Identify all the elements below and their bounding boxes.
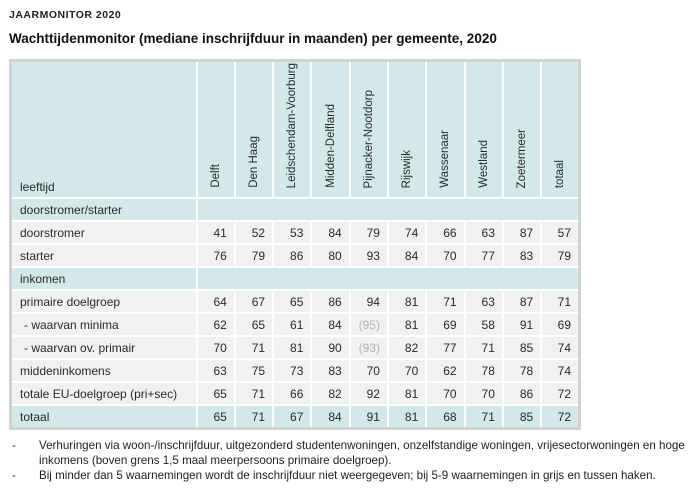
cell-value: 57	[541, 221, 579, 244]
cell-value: 62	[426, 359, 464, 382]
cell-value: 67	[273, 405, 311, 429]
column-header	[350, 61, 388, 199]
cell-value: 65	[197, 382, 235, 405]
cell-value: 82	[311, 382, 349, 405]
header-row	[11, 61, 580, 199]
column-header-label: Rijswijk	[401, 149, 414, 188]
cell-value: 74	[388, 221, 426, 244]
cell-value: 63	[465, 221, 503, 244]
data-row	[11, 244, 580, 267]
cell-value: 78	[503, 359, 541, 382]
data-row	[11, 313, 580, 336]
data-row	[11, 382, 580, 405]
cell-value: 91	[350, 405, 388, 429]
cell-value: 71	[465, 336, 503, 359]
cell-value: (95)	[350, 313, 388, 336]
cell-value: (93)	[350, 336, 388, 359]
cell-value: 82	[388, 336, 426, 359]
cell-value: 69	[426, 313, 464, 336]
footnote-item	[10, 438, 686, 468]
cell-value: 70	[426, 244, 464, 267]
cell-value: 80	[311, 244, 349, 267]
cell-value: 72	[541, 382, 579, 405]
cell-value: 94	[350, 290, 388, 313]
column-header-label: Midden-Delfland	[324, 104, 337, 188]
column-header-label: Westland	[477, 140, 490, 188]
footnote-item	[10, 468, 686, 483]
cell-value: 77	[465, 244, 503, 267]
cell-value: 79	[350, 221, 388, 244]
column-header-label: Pijnacker-Nootdorp	[362, 89, 375, 188]
wait-times-table	[9, 59, 581, 430]
column-header	[426, 61, 464, 199]
column-header	[388, 61, 426, 199]
cell-value: 70	[350, 359, 388, 382]
cell-value: 85	[503, 405, 541, 429]
cell-value: 71	[235, 336, 273, 359]
cell-value: 83	[311, 359, 349, 382]
cell-value: 83	[503, 244, 541, 267]
row-label: starter	[11, 244, 197, 267]
cell-value: 52	[235, 221, 273, 244]
cell-value: 61	[273, 313, 311, 336]
corner-header: leeftijd	[11, 61, 197, 199]
section-fill	[197, 267, 580, 290]
cell-value: 70	[197, 336, 235, 359]
cell-value: 71	[426, 290, 464, 313]
section-row	[11, 198, 580, 221]
cell-value: 79	[541, 244, 579, 267]
cell-value: 84	[388, 244, 426, 267]
cell-value: 66	[426, 221, 464, 244]
column-header	[235, 61, 273, 199]
footnotes	[10, 438, 686, 483]
cell-value: 81	[388, 405, 426, 429]
data-row	[11, 359, 580, 382]
cell-value: 62	[197, 313, 235, 336]
cell-value: 86	[503, 382, 541, 405]
cell-value: 73	[273, 359, 311, 382]
column-header	[273, 61, 311, 199]
row-label: middeninkomens	[11, 359, 197, 382]
section-fill	[197, 198, 580, 221]
cell-value: 70	[426, 382, 464, 405]
cell-value: 84	[311, 405, 349, 429]
column-header-label: Zoetermeer	[515, 128, 528, 188]
row-label: primaire doelgroep	[11, 290, 197, 313]
column-header-label: Leidschendam-Voorburg	[286, 62, 299, 188]
column-header-label: Den Haag	[247, 136, 260, 188]
cell-value: 84	[311, 221, 349, 244]
row-label: doorstromer/starter	[11, 198, 197, 221]
cell-value: 63	[197, 359, 235, 382]
cell-value: 63	[465, 290, 503, 313]
cell-value: 65	[197, 405, 235, 429]
cell-value: 76	[197, 244, 235, 267]
cell-value: 68	[426, 405, 464, 429]
cell-value: 84	[311, 313, 349, 336]
cell-value: 87	[503, 221, 541, 244]
total-row	[11, 405, 580, 429]
footnote-text: Verhuringen via woon-/inschrijfduur, uitgezonderd studentenwoningen, onzelfstandige woningen, vrijesectorwoningen en hoge inkomens (boven grens 1,5 maal meerpersoons primaire doelgroep).	[39, 439, 685, 468]
footnote-marker: -	[12, 469, 16, 483]
cell-value: 65	[235, 313, 273, 336]
footnote-marker: -	[12, 439, 16, 452]
cell-value: 86	[273, 244, 311, 267]
cell-value: 87	[503, 290, 541, 313]
cell-value: 81	[388, 290, 426, 313]
data-row	[11, 290, 580, 313]
cell-value: 74	[541, 359, 579, 382]
column-header	[465, 61, 503, 199]
cell-value: 85	[503, 336, 541, 359]
cell-value: 93	[350, 244, 388, 267]
cell-value: 78	[465, 359, 503, 382]
cell-value: 81	[388, 382, 426, 405]
row-label: - waarvan ov. primair	[11, 336, 197, 359]
row-label: inkomen	[11, 267, 197, 290]
cell-value: 75	[235, 359, 273, 382]
column-header-label: Wassenaar	[439, 130, 452, 188]
cell-value: 81	[388, 313, 426, 336]
cell-value: 67	[235, 290, 273, 313]
footnote-text: Bij minder dan 5 waarnemingen wordt de inschrijfduur niet weergegeven; bij 5-9 waarnemingen in grijs en tussen haken.	[39, 469, 656, 483]
table-body	[11, 198, 580, 429]
cell-value: 70	[388, 359, 426, 382]
cell-value: 72	[541, 405, 579, 429]
data-row	[11, 336, 580, 359]
cell-value: 74	[541, 336, 579, 359]
cell-value: 64	[197, 290, 235, 313]
cell-value: 41	[197, 221, 235, 244]
section-row	[11, 267, 580, 290]
cell-value: 71	[235, 405, 273, 429]
table-head	[11, 61, 580, 199]
cell-value: 71	[465, 405, 503, 429]
cell-value: 77	[426, 336, 464, 359]
cell-value: 58	[465, 313, 503, 336]
data-row	[11, 221, 580, 244]
cell-value: 70	[465, 382, 503, 405]
cell-value: 53	[273, 221, 311, 244]
cell-value: 81	[273, 336, 311, 359]
cell-value: 71	[541, 290, 579, 313]
column-header	[197, 61, 235, 199]
column-header	[503, 61, 541, 199]
column-header	[311, 61, 349, 199]
cell-value: 71	[235, 382, 273, 405]
row-label: totaal	[11, 405, 197, 429]
column-header-label: totaal	[554, 159, 567, 188]
cell-value: 92	[350, 382, 388, 405]
row-label: doorstromer	[11, 221, 197, 244]
row-label: totale EU-doelgroep (pri+sec)	[11, 382, 197, 405]
cell-value: 90	[311, 336, 349, 359]
column-header-label: Delft	[209, 164, 222, 188]
cell-value: 66	[273, 382, 311, 405]
column-header	[541, 61, 579, 199]
cell-value: 65	[273, 290, 311, 313]
cell-value: 86	[311, 290, 349, 313]
cell-value: 69	[541, 313, 579, 336]
page-title: Wachttijdenmonitor (mediane inschrijfduur in maanden) per gemeente, 2020	[9, 31, 497, 46]
row-label: - waarvan minima	[11, 313, 197, 336]
cell-value: 79	[235, 244, 273, 267]
page-kicker: JAARMONITOR 2020	[9, 9, 122, 21]
cell-value: 91	[503, 313, 541, 336]
